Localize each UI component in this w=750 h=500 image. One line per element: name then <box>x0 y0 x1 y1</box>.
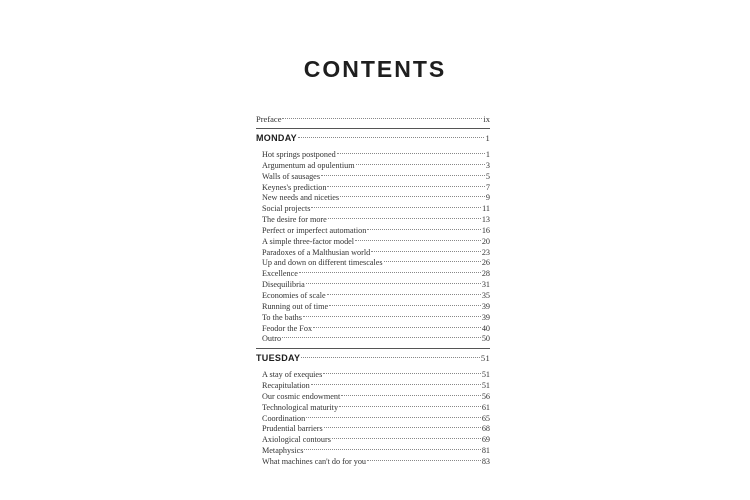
toc-entry-page: 39 <box>481 301 490 311</box>
toc-entry-page: ix <box>483 114 490 124</box>
toc-entry-page: 5 <box>485 171 490 181</box>
toc-entry[interactable] <box>262 424 490 435</box>
dot-leader <box>327 294 481 295</box>
toc-entry[interactable] <box>262 370 490 381</box>
dot-leader <box>341 395 481 396</box>
dot-leader <box>298 137 484 138</box>
toc-entry[interactable] <box>262 172 490 183</box>
toc-entry[interactable] <box>262 183 490 194</box>
toc-entry-label: A simple three-factor model <box>262 236 355 246</box>
toc-entry-page: 13 <box>481 215 490 225</box>
toc-entry-label: A stay of exequies <box>262 370 323 380</box>
dot-leader <box>299 272 481 273</box>
toc-entry[interactable] <box>262 302 490 313</box>
toc-entry[interactable] <box>262 237 490 248</box>
toc-entries-monday <box>256 150 490 345</box>
toc-entry-label: Disequilibria <box>262 280 305 290</box>
toc-entry[interactable] <box>262 161 490 172</box>
page-title: CONTENTS <box>303 56 447 82</box>
toc-entry[interactable] <box>262 435 490 446</box>
toc-part-page: 1 <box>485 133 490 143</box>
toc-entry-page: 68 <box>481 424 490 434</box>
dot-leader <box>306 417 481 418</box>
table-of-contents <box>256 110 490 470</box>
toc-entry[interactable] <box>262 446 490 457</box>
toc-entry-label: Argumentum ad opulentium <box>262 160 355 170</box>
toc-entry-label: Economies of scale <box>262 290 326 300</box>
dot-leader <box>324 427 481 428</box>
dot-leader <box>306 283 481 284</box>
toc-entry-page: 16 <box>481 225 490 235</box>
dot-leader <box>367 460 481 461</box>
toc-entry[interactable] <box>262 215 490 226</box>
toc-entry-label: Excellence <box>262 269 298 279</box>
dot-leader <box>323 373 481 374</box>
toc-entry-label: To the baths <box>262 312 302 322</box>
toc-entry[interactable] <box>262 457 490 468</box>
dot-leader <box>332 438 481 439</box>
toc-entry-label: Social projects <box>262 204 311 214</box>
toc-entry[interactable] <box>262 280 490 291</box>
toc-entry[interactable] <box>262 204 490 215</box>
dot-leader <box>371 251 481 252</box>
toc-entry[interactable] <box>262 269 490 280</box>
toc-entry[interactable] <box>262 248 490 259</box>
toc-entry-page: 11 <box>482 204 490 214</box>
toc-entry-page: 3 <box>485 160 490 170</box>
dot-leader <box>311 207 481 208</box>
dot-leader <box>282 118 482 119</box>
toc-entry-page: 28 <box>481 269 490 279</box>
toc-entry[interactable] <box>262 258 490 269</box>
toc-entry-label: Running out of time <box>262 301 329 311</box>
toc-entries-tuesday <box>256 370 490 468</box>
toc-entry-label: Perfect or imperfect automation <box>262 225 367 235</box>
dot-leader <box>355 240 481 241</box>
toc-entry-page: 81 <box>481 446 490 456</box>
toc-entry-label: New needs and niceties <box>262 193 340 203</box>
toc-entry-label: Technological maturity <box>262 402 339 412</box>
toc-entry-page: 39 <box>481 312 490 322</box>
toc-part-monday[interactable] <box>256 132 490 145</box>
toc-entry-page: 35 <box>481 290 490 300</box>
dot-leader <box>367 229 480 230</box>
toc-entry-label: Our cosmic endowment <box>262 391 341 401</box>
toc-entry[interactable] <box>262 381 490 392</box>
toc-entry-page: 65 <box>481 413 490 423</box>
toc-entry-label: Metaphysics <box>262 446 304 456</box>
dot-leader <box>356 164 485 165</box>
toc-entry-label: Paradoxes of a Malthusian world <box>262 247 371 257</box>
toc-entry[interactable] <box>262 193 490 204</box>
dot-leader <box>304 449 480 450</box>
toc-entry-label: Coordination <box>262 413 306 423</box>
dot-leader <box>321 175 485 176</box>
dot-leader <box>301 357 480 358</box>
toc-entry-label: Recapitulation <box>262 381 310 391</box>
toc-entry-label: Up and down on different timescales <box>262 258 383 268</box>
dot-leader <box>340 196 485 197</box>
toc-entry-page: 61 <box>481 402 490 412</box>
toc-entry-label: Keynes's prediction <box>262 182 327 192</box>
toc-part-page: 51 <box>480 353 490 364</box>
divider <box>256 128 490 129</box>
dot-leader <box>327 186 484 187</box>
dot-leader <box>337 153 485 154</box>
dot-leader <box>339 406 481 407</box>
toc-entry-page: 69 <box>481 435 490 445</box>
toc-entry-label: Preface <box>256 114 282 124</box>
toc-entry-label: Hot springs postponed <box>262 150 336 159</box>
toc-entry-preface[interactable] <box>256 113 490 125</box>
dot-leader <box>311 384 481 385</box>
toc-entry[interactable] <box>262 414 490 425</box>
toc-entry-page: 7 <box>485 182 490 192</box>
toc-entry-label: Axiological contours <box>262 435 331 445</box>
dot-leader <box>303 316 481 317</box>
toc-part-tuesday[interactable] <box>256 352 490 365</box>
toc-entry-page: 23 <box>481 247 490 257</box>
dot-leader <box>329 305 481 306</box>
toc-entry-page: 1 <box>485 150 490 159</box>
toc-entry-page: 40 <box>481 323 490 333</box>
toc-part-label: MONDAY <box>256 133 297 143</box>
toc-entry[interactable] <box>262 403 490 414</box>
dot-leader <box>328 218 481 219</box>
dot-leader <box>282 337 481 338</box>
toc-entry-page: 9 <box>485 193 490 203</box>
toc-entry[interactable] <box>262 150 490 161</box>
toc-entry[interactable] <box>262 324 490 335</box>
toc-entry[interactable] <box>262 334 490 345</box>
toc-entry-label: Walls of sausages <box>262 171 321 181</box>
toc-entry-label: Prudential barriers <box>262 424 323 434</box>
toc-entry-page: 20 <box>481 236 490 246</box>
dot-leader <box>384 261 481 262</box>
toc-entry-page: 51 <box>481 370 490 380</box>
toc-entry-page: 51 <box>481 381 490 391</box>
toc-entry[interactable] <box>262 392 490 403</box>
toc-entry[interactable] <box>262 291 490 302</box>
divider <box>256 348 490 349</box>
toc-entry-page: 26 <box>481 258 490 268</box>
toc-entry-page: 83 <box>481 456 490 466</box>
toc-entry-page: 56 <box>481 391 490 401</box>
toc-entry[interactable] <box>262 226 490 237</box>
toc-entry-page: 50 <box>481 334 490 344</box>
toc-entry-label: What machines can't do for you <box>262 456 367 466</box>
toc-entry-label: Feodor the Fox <box>262 323 313 333</box>
dot-leader <box>313 327 481 328</box>
toc-entry-page: 31 <box>481 280 490 290</box>
toc-entry-label: The desire for more <box>262 215 327 225</box>
toc-entry[interactable] <box>262 313 490 324</box>
toc-part-label: TUESDAY <box>256 353 301 364</box>
toc-entry-label: Outro <box>262 334 282 344</box>
